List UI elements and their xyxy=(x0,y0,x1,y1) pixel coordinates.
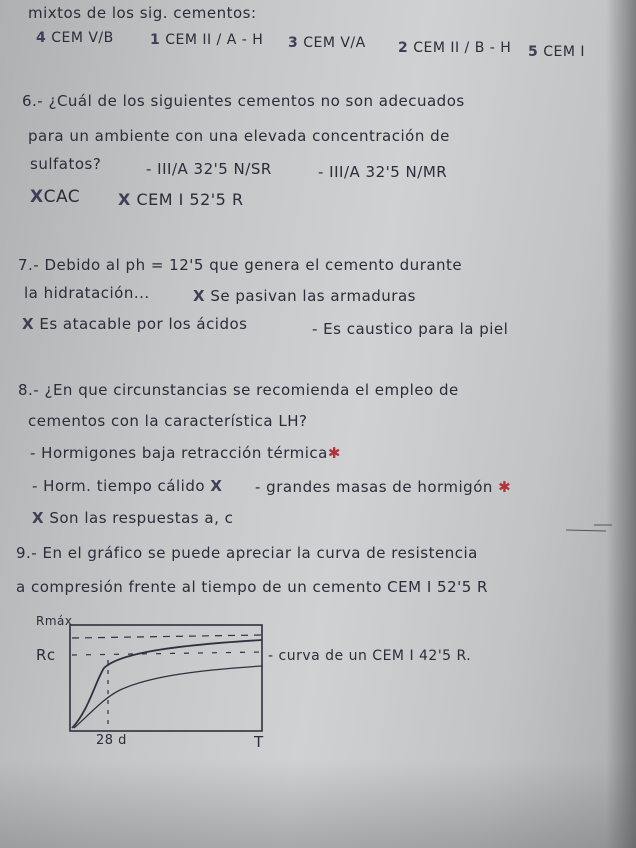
q7-option-b: X Es atacable por los ácidos xyxy=(22,315,248,333)
q6-line3: sulfatos? xyxy=(30,155,102,173)
star-icon: ✱ xyxy=(327,444,341,462)
graph-note: - curva de un CEM I 42'5 R. xyxy=(268,648,472,664)
cross-mark-icon: X xyxy=(193,287,206,305)
q8-line2: cementos con la característica LH? xyxy=(28,412,308,430)
cement-list-item: 1 CEM II / A - H xyxy=(150,32,264,48)
q8-option-a: - Hormigones baja retracción térmica✱ xyxy=(30,444,341,462)
q6-option-d: X CEM I 52'5 R xyxy=(118,190,244,209)
curve-cem-42-5 xyxy=(74,666,262,728)
cement-list-item: 4 CEM V/B xyxy=(36,30,114,46)
q8-option-b: - Horm. tiempo cálido X xyxy=(32,477,223,495)
cross-mark-icon: X xyxy=(22,315,35,333)
q6-option-b: - III/A 32'5 N/MR xyxy=(318,163,448,181)
q9-line1: 9.- En el gráfico se puede apreciar la curva de resistencia xyxy=(16,544,478,562)
q6-line2: para un ambiente con una elevada concentración de xyxy=(28,127,450,145)
star-icon: ✱ xyxy=(498,478,512,496)
graph-x-tick: 28 d xyxy=(96,733,127,748)
q7-line2: la hidratación... xyxy=(24,284,150,302)
curve-cem-52-5 xyxy=(72,640,262,728)
q8-line1: 8.- ¿En que circunstancias se recomienda el empleo de xyxy=(18,381,459,399)
cement-list-item: 2 CEM II / B - H xyxy=(398,40,512,56)
q6-option-a: - III/A 32'5 N/SR xyxy=(146,160,272,178)
q6-line1: 6.- ¿Cuál de los siguientes cementos no son adecuados xyxy=(22,92,465,110)
q8-option-c: - grandes masas de hormigón ✱ xyxy=(255,478,512,496)
graph-x-label: T xyxy=(254,733,264,751)
rc-dashed-line xyxy=(72,652,262,655)
cross-mark-icon: X xyxy=(210,477,223,495)
q8-option-d: X Son las respuestas a, c xyxy=(32,509,234,527)
graph-y-label-top: Rmáx xyxy=(36,614,73,628)
q7-option-c: - Es caustico para la piel xyxy=(312,320,509,338)
q9-line2: a compresión frente al tiempo de un cemento CEM I 52'5 R xyxy=(16,578,488,596)
cross-mark-icon: X xyxy=(30,187,44,207)
q6-option-c: XCAC xyxy=(30,187,81,207)
q7-option-a: X Se pasivan las armaduras xyxy=(193,287,416,305)
cement-list-item: 5 CEM I xyxy=(528,44,585,60)
graph-y-label: Rc xyxy=(36,646,56,664)
q7-line1: 7.- Debido al ph = 12'5 que genera el cemento durante xyxy=(18,256,463,274)
top-line: mixtos de los sig. cementos: xyxy=(28,4,257,22)
rmax-dashed-line xyxy=(72,635,262,638)
cross-mark-icon: X xyxy=(118,190,131,209)
cement-list-item: 3 CEM V/A xyxy=(288,35,366,51)
cross-mark-icon: X xyxy=(32,509,45,527)
